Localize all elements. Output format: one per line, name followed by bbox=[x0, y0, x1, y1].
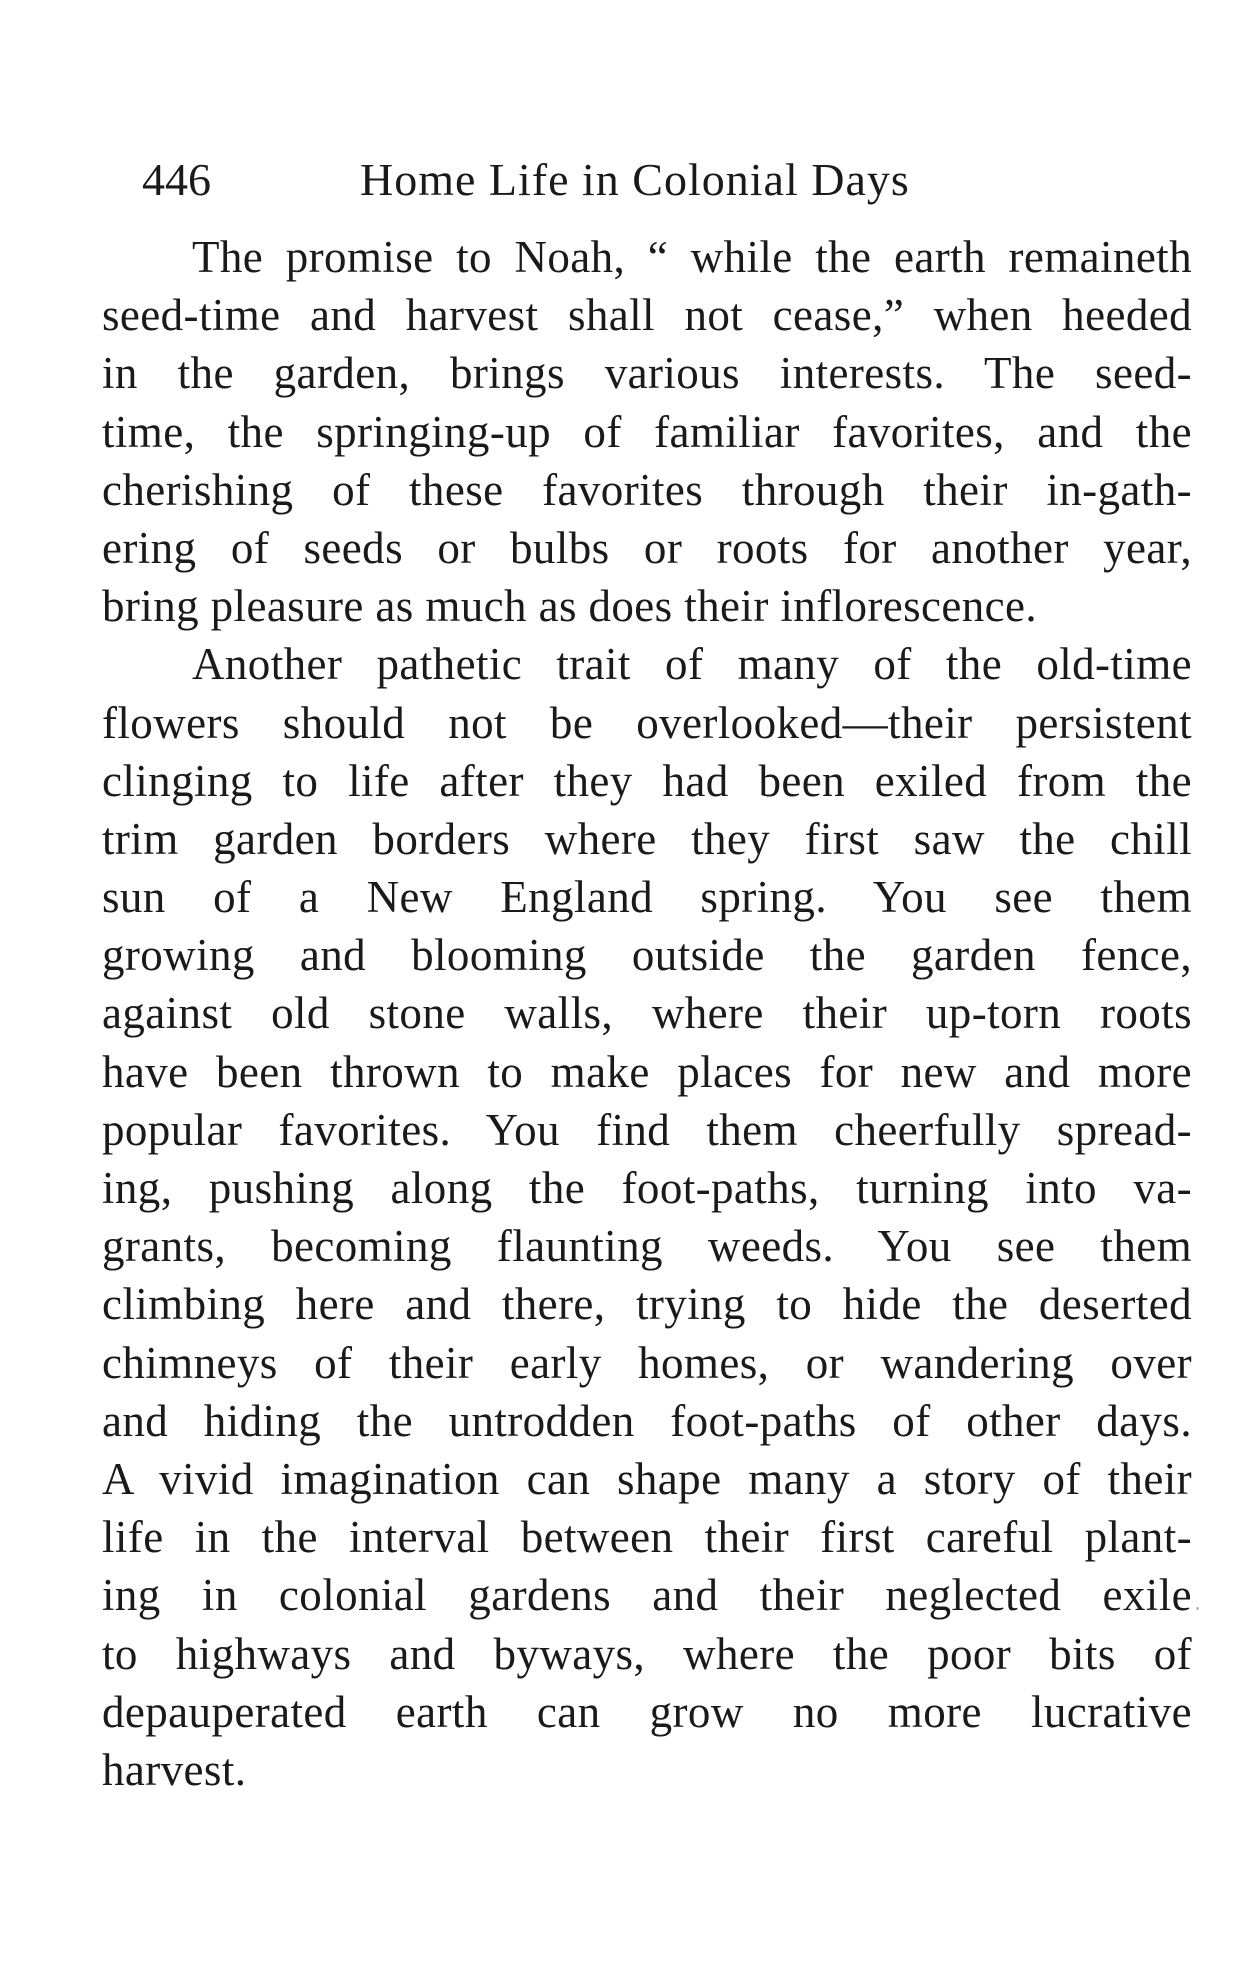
text-line: trim garden borders where they first saw the chill bbox=[102, 813, 1192, 864]
text-line: and hiding the untrodden foot-paths of other days. bbox=[102, 1395, 1192, 1446]
text-line: against old stone walls, where their up-torn roots bbox=[102, 988, 1192, 1039]
text-line: seed-time and harvest shall not cease,” when heeded bbox=[102, 290, 1192, 341]
text-line: time, the springing-up of familiar favorites, and the bbox=[102, 406, 1192, 457]
paragraph bbox=[102, 635, 1192, 1799]
text-line: harvest. bbox=[102, 1744, 247, 1795]
text-line: cherishing of these favorites through their in-gath- bbox=[102, 464, 1192, 515]
text-line: growing and blooming outside the garden fence, bbox=[102, 930, 1192, 981]
text-line: ing in colonial gardens and their neglected exile bbox=[102, 1570, 1192, 1621]
text-line: grants, becoming flaunting weeds. You see them bbox=[102, 1221, 1192, 1272]
text-line: to highways and byways, where the poor bits of bbox=[102, 1628, 1192, 1679]
ink-speck bbox=[1196, 1607, 1199, 1610]
text-line: The promise to Noah, “ while the earth remaineth bbox=[192, 232, 1192, 282]
text-line: clinging to life after they had been exiled from the bbox=[102, 755, 1192, 806]
paragraph bbox=[102, 228, 1192, 635]
text-line: in the garden, brings various interests. The seed- bbox=[102, 348, 1192, 399]
body-text bbox=[102, 228, 1192, 1799]
text-line: ering of seeds or bulbs or roots for another year, bbox=[102, 522, 1192, 573]
text-line: bring pleasure as much as does their inflorescence. bbox=[102, 581, 1038, 632]
text-line: ing, pushing along the foot-paths, turning into va- bbox=[102, 1163, 1192, 1213]
text-line: sun of a New England spring. You see them bbox=[102, 872, 1192, 923]
text-line: climbing here and there, trying to hide the deserted bbox=[102, 1279, 1192, 1330]
text-line: chimneys of their early homes, or wandering over bbox=[102, 1337, 1192, 1388]
text-line: have been thrown to make places for new and more bbox=[102, 1046, 1192, 1097]
text-line: depauperated earth can grow no more lucrative bbox=[102, 1686, 1192, 1737]
running-header bbox=[142, 152, 1142, 208]
text-line: life in the interval between their first careful plant- bbox=[102, 1512, 1192, 1563]
text-line: popular favorites. You find them cheerfully spread- bbox=[102, 1104, 1192, 1155]
page-number: 446 bbox=[142, 154, 211, 205]
text-line: flowers should not be overlooked—their persistent bbox=[102, 697, 1192, 748]
text-line: A vivid imagination can shape many a story of their bbox=[102, 1453, 1192, 1504]
running-title: Home Life in Colonial Days bbox=[360, 154, 910, 205]
text-line: Another pathetic trait of many of the old-time bbox=[192, 639, 1192, 690]
